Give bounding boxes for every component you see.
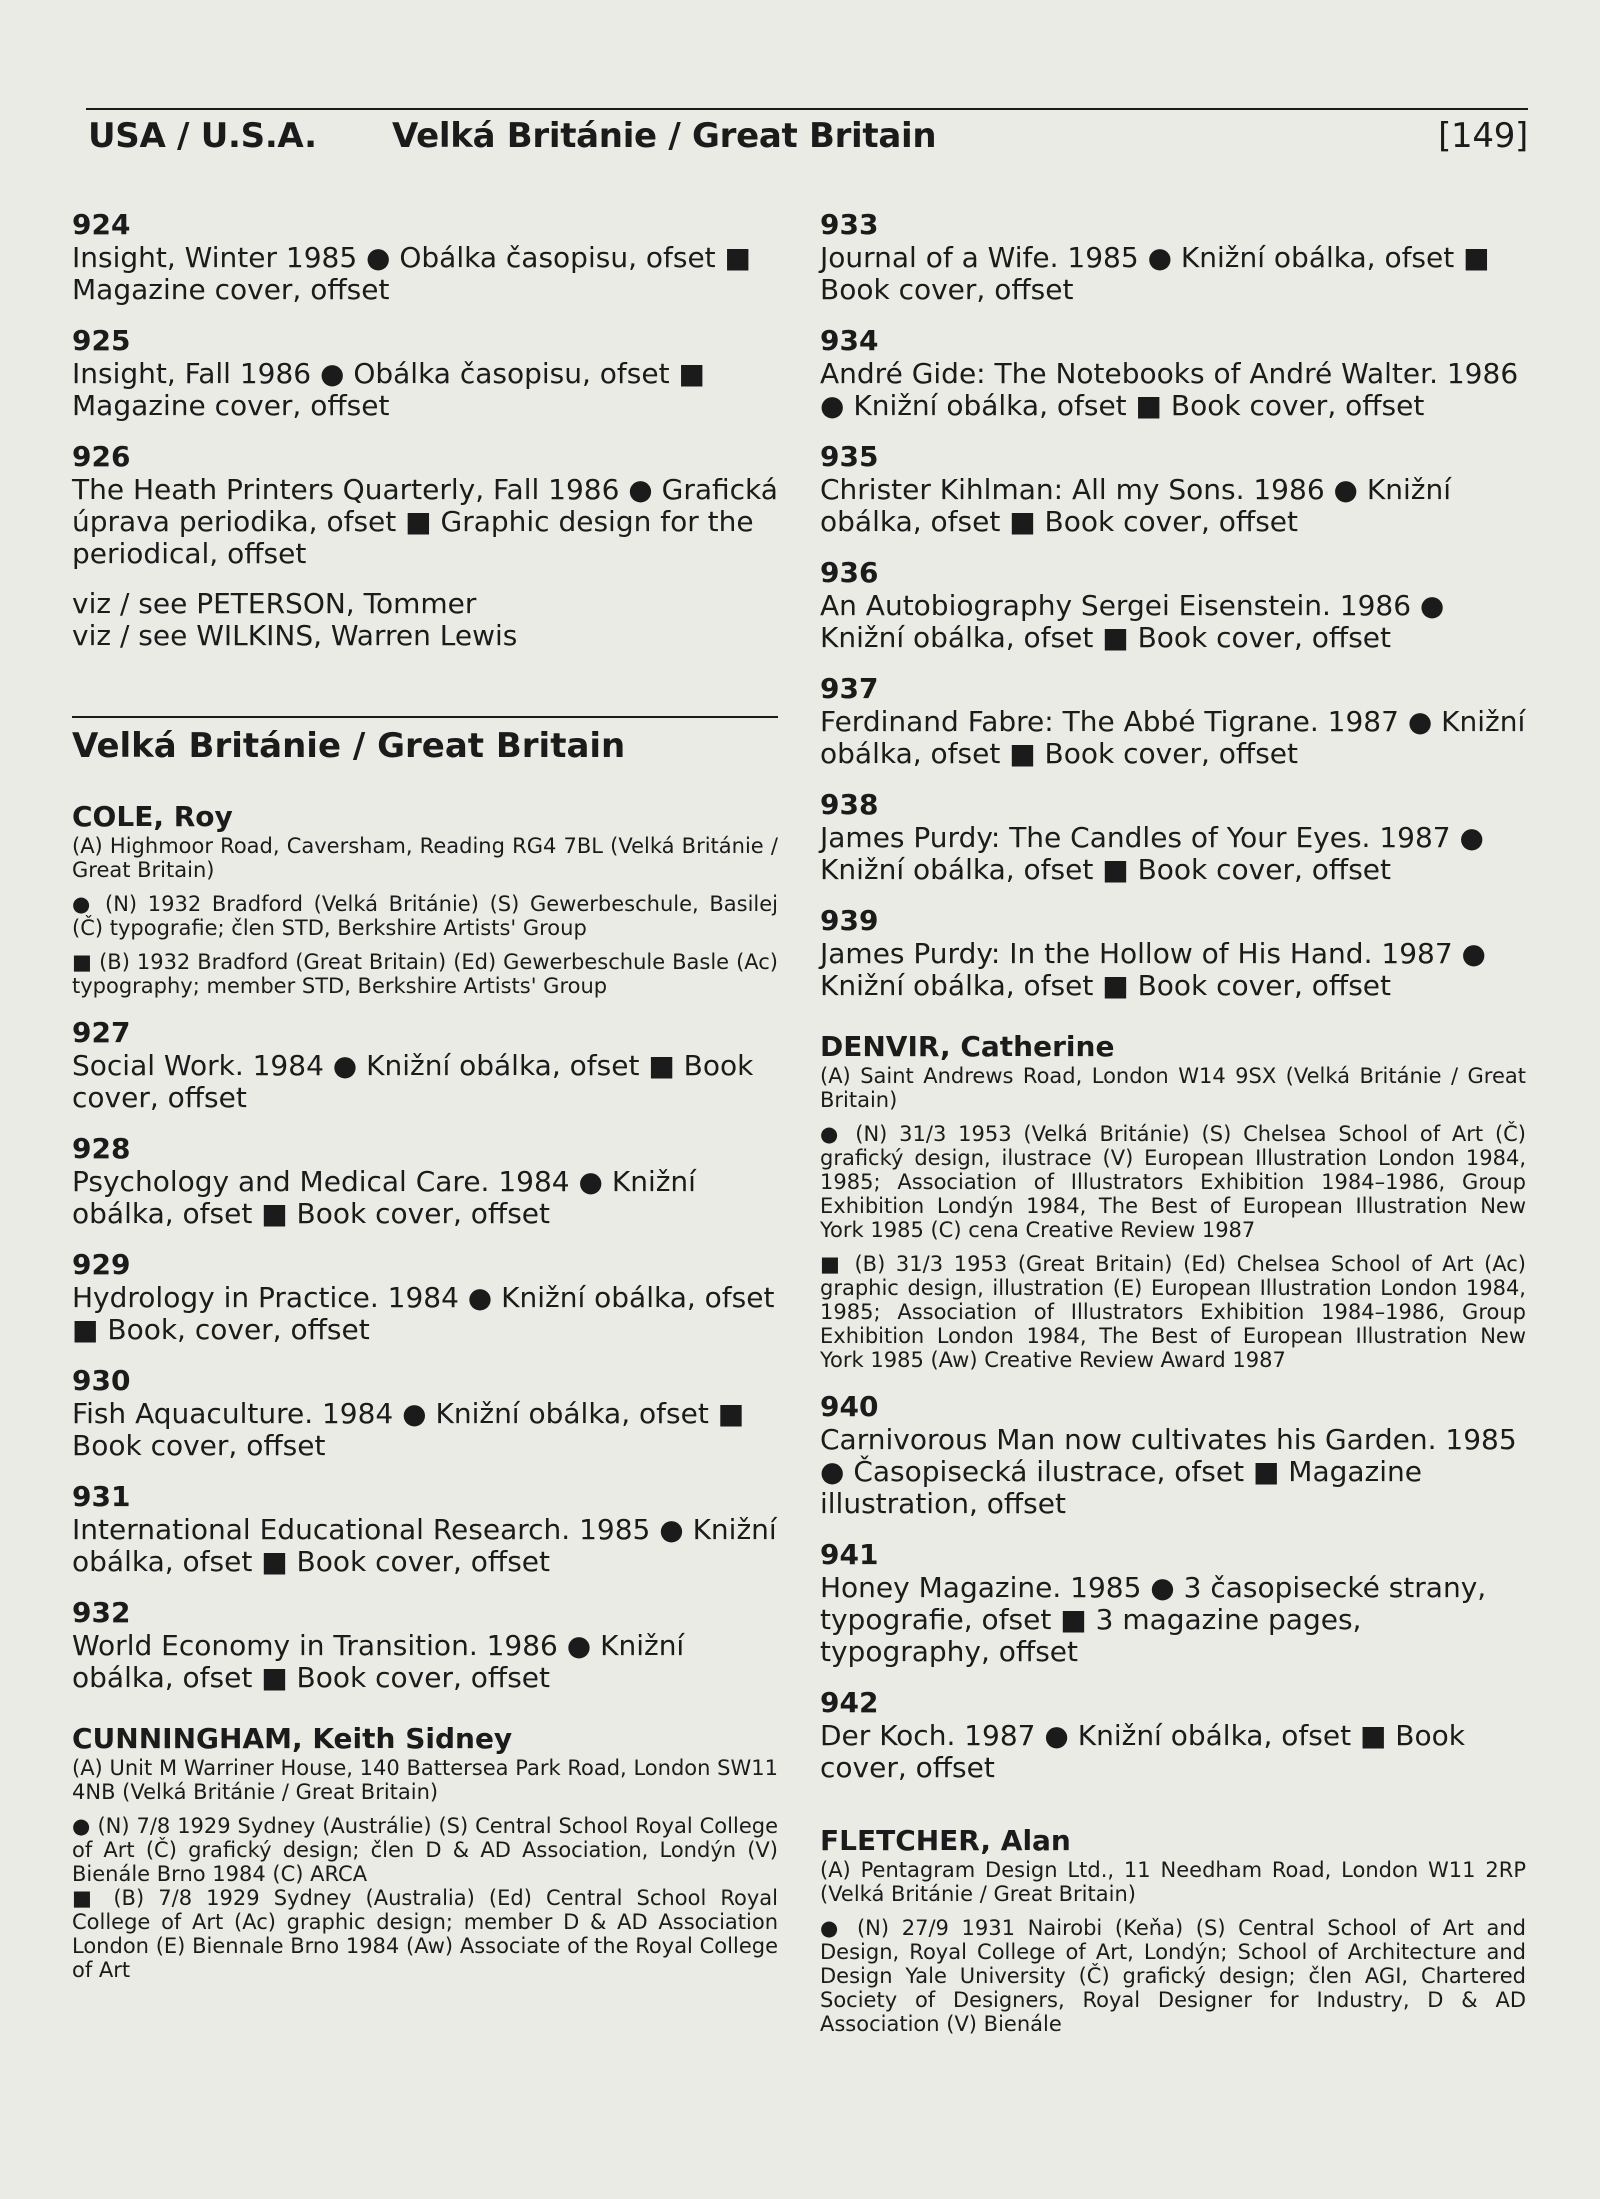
catalog-entry: [820, 1390, 1526, 1520]
catalog-entry: [820, 208, 1526, 306]
artist-address: (A) Pentagram Design Ltd., 11 Needham Road, London W11 2RP (Velká Británie / Great Britain): [820, 1858, 1526, 1906]
entry-number: 932: [72, 1596, 131, 1629]
artist-bio-en: ■ (B) 31/3 1953 (Great Britain) (Ed) Chelsea School of Art (Ac) graphic design, illustration (E) European Illustration London 1984, 1985; Association of Illustrators Exhibition 1984–1986, Group Exhibition London 1984, The Best of European Illustration New York 1985 (Aw) Creative Review Award 1987: [820, 1252, 1526, 1372]
entry-text: Social Work. 1984 ● Knižní obálka, ofset ■ Book cover, offset: [72, 1049, 754, 1114]
artist-bio-cz: ● (N) 1932 Bradford (Velká Británie) (S) Gewerbeschule, Basilej (Č) typografie; člen STD, Berkshire Artists' Group: [72, 892, 778, 940]
entry-number: 934: [820, 324, 879, 357]
entry-number: 933: [820, 208, 879, 241]
entry-text: James Purdy: In the Hollow of His Hand. 1987 ● Knižní obálka, ofset ■ Book cover, offset: [820, 937, 1486, 1002]
entry-text: Hydrology in Practice. 1984 ● Knižní obálka, ofset ■ Book, cover, offset: [72, 1281, 775, 1346]
artist-denvir: [820, 1030, 1526, 1372]
entry-number: 941: [820, 1538, 879, 1571]
entry-text: Carnivorous Man now cultivates his Garden. 1985 ● Časopisecká ilustrace, ofset ■ Magazine illustration, offset: [820, 1423, 1517, 1520]
catalog-entry: [820, 672, 1526, 770]
artist-address: (A) Unit M Warriner House, 140 Battersea Park Road, London SW11 4NB (Velká Británie / Great Britain): [72, 1756, 778, 1804]
artist-address: (A) Saint Andrews Road, London W14 9SX (Velká Británie / Great Britain): [820, 1064, 1526, 1112]
entry-text: Insight, Winter 1985 ● Obálka časopisu, ofset ■ Magazine cover, offset: [72, 241, 751, 306]
artist-name: FLETCHER, Alan: [820, 1824, 1071, 1857]
entry-number: 939: [820, 904, 879, 937]
left-column: [72, 208, 778, 2000]
artist-bio-cz: ● (N) 7/8 1929 Sydney (Austrálie) (S) Central School Royal College of Art (Č) grafický design; člen D & AD Association, Londýn (V) Bienále Brno 1984 (C) ARCA: [72, 1814, 778, 1886]
entry-number: 928: [72, 1132, 131, 1165]
artist-name: CUNNINGHAM, Keith Sidney: [72, 1722, 513, 1755]
artist-bio-en: ■ (B) 1932 Bradford (Great Britain) (Ed) Gewerbeschule Basle (Ac) typography; member STD, Berkshire Artists' Group: [72, 950, 778, 998]
catalog-entry: [72, 440, 778, 570]
entry-number: 931: [72, 1480, 131, 1513]
entry-number: 924: [72, 208, 131, 241]
catalog-entry: [820, 904, 1526, 1002]
entry-number: 937: [820, 672, 879, 705]
entry-number: 936: [820, 556, 879, 589]
entry-text: Insight, Fall 1986 ● Obálka časopisu, ofset ■ Magazine cover, offset: [72, 357, 705, 422]
artist-cole: [72, 800, 778, 998]
page-number: [149]: [1438, 116, 1528, 156]
catalog-entry: [72, 1248, 778, 1346]
artist-name: COLE, Roy: [72, 800, 233, 833]
catalog-entry: [72, 208, 778, 306]
see-also-reference: viz / see WILKINS, Warren Lewis: [72, 619, 518, 652]
entry-text: Ferdinand Fabre: The Abbé Tigrane. 1987 ● Knižní obálka, ofset ■ Book cover, offset: [820, 705, 1526, 770]
entry-number: 930: [72, 1364, 131, 1397]
artist-name: DENVIR, Catherine: [820, 1030, 1115, 1063]
entry-text: Der Koch. 1987 ● Knižní obálka, ofset ■ Book cover, offset: [820, 1719, 1465, 1784]
entry-text: An Autobiography Sergei Eisenstein. 1986 ● Knižní obálka, ofset ■ Book cover, offset: [820, 589, 1445, 654]
entry-text: André Gide: The Notebooks of André Walter. 1986 ● Knižní obálka, ofset ■ Book cover, offset: [820, 357, 1519, 422]
artist-bio-cz: ● (N) 31/3 1953 (Velká Británie) (S) Chelsea School of Art (Č) grafický design, ilustrace (V) European Illustration London 1984, 1985; Association of Illustrators Exhibition 1984–1986, Group Exhibition Londýn 1984, The Best of European Illustration New York 1985 (C) cena Creative Review 1987: [820, 1122, 1526, 1242]
entry-text: Psychology and Medical Care. 1984 ● Knižní obálka, ofset ■ Book cover, offset: [72, 1165, 696, 1230]
catalog-entry: [72, 324, 778, 422]
entry-number: 926: [72, 440, 131, 473]
artist-fletcher: [820, 1824, 1526, 2036]
entry-number: 942: [820, 1686, 879, 1719]
catalog-entry: [820, 440, 1526, 538]
header-country-usa: USA / U.S.A.: [88, 116, 317, 156]
catalog-entry: [820, 1538, 1526, 1668]
entry-text: The Heath Printers Quarterly, Fall 1986 ● Grafická úprava periodika, ofset ■ Graphic design for the periodical, offset: [72, 473, 778, 570]
entry-text: International Educational Research. 1985 ● Knižní obálka, ofset ■ Book cover, offset: [72, 1513, 777, 1578]
entry-number: 940: [820, 1390, 879, 1423]
section-title: Velká Británie / Great Britain: [72, 716, 778, 766]
header-country-gb: Velká Británie / Great Britain: [392, 116, 937, 156]
artist-cunningham: [72, 1722, 778, 1982]
right-column: [820, 208, 1526, 2054]
artist-bio-cz: ● (N) 27/9 1931 Nairobi (Keňa) (S) Central School of Art and Design, Royal College of Art, Londýn; School of Architecture and Design Yale University (Č) grafický design; člen AGI, Chartered Society of Designers, Royal Designer for Industry, D & AD Association (V) Bienále: [820, 1916, 1526, 2036]
entry-number: 927: [72, 1016, 131, 1049]
catalog-entry: [820, 1686, 1526, 1784]
see-also: [72, 588, 778, 652]
entry-text: James Purdy: The Candles of Your Eyes. 1987 ● Knižní obálka, ofset ■ Book cover, offset: [820, 821, 1484, 886]
artist-address: (A) Highmoor Road, Caversham, Reading RG4 7BL (Velká Británie / Great Britain): [72, 834, 778, 882]
catalog-entry: [72, 1480, 778, 1578]
entry-number: 929: [72, 1248, 131, 1281]
catalog-entry: [820, 324, 1526, 422]
catalog-entry: [72, 1016, 778, 1114]
catalog-entry: [72, 1596, 778, 1694]
entry-text: Christer Kihlman: All my Sons. 1986 ● Knižní obálka, ofset ■ Book cover, offset: [820, 473, 1451, 538]
entry-text: Honey Magazine. 1985 ● 3 časopisecké strany, typografie, ofset ■ 3 magazine pages, typography, offset: [820, 1571, 1487, 1668]
page-header: [86, 108, 1528, 160]
artist-bio-en: ■ (B) 7/8 1929 Sydney (Australia) (Ed) Central School Royal College of Art (Ac) graphic design; member D & AD Association London (E) Biennale Brno 1984 (Aw) Associate of the Royal College of Art: [72, 1886, 778, 1982]
see-also-reference: viz / see PETERSON, Tommer: [72, 587, 477, 620]
entry-number: 938: [820, 788, 879, 821]
entry-text: World Economy in Transition. 1986 ● Knižní obálka, ofset ■ Book cover, offset: [72, 1629, 685, 1694]
entry-number: 935: [820, 440, 879, 473]
catalog-entry: [72, 1364, 778, 1462]
catalog-entry: [820, 788, 1526, 886]
catalog-entry: [820, 556, 1526, 654]
entry-text: Journal of a Wife. 1985 ● Knižní obálka, ofset ■ Book cover, offset: [820, 241, 1490, 306]
catalog-entry: [72, 1132, 778, 1230]
entry-number: 925: [72, 324, 131, 357]
entry-text: Fish Aquaculture. 1984 ● Knižní obálka, ofset ■ Book cover, offset: [72, 1397, 745, 1462]
